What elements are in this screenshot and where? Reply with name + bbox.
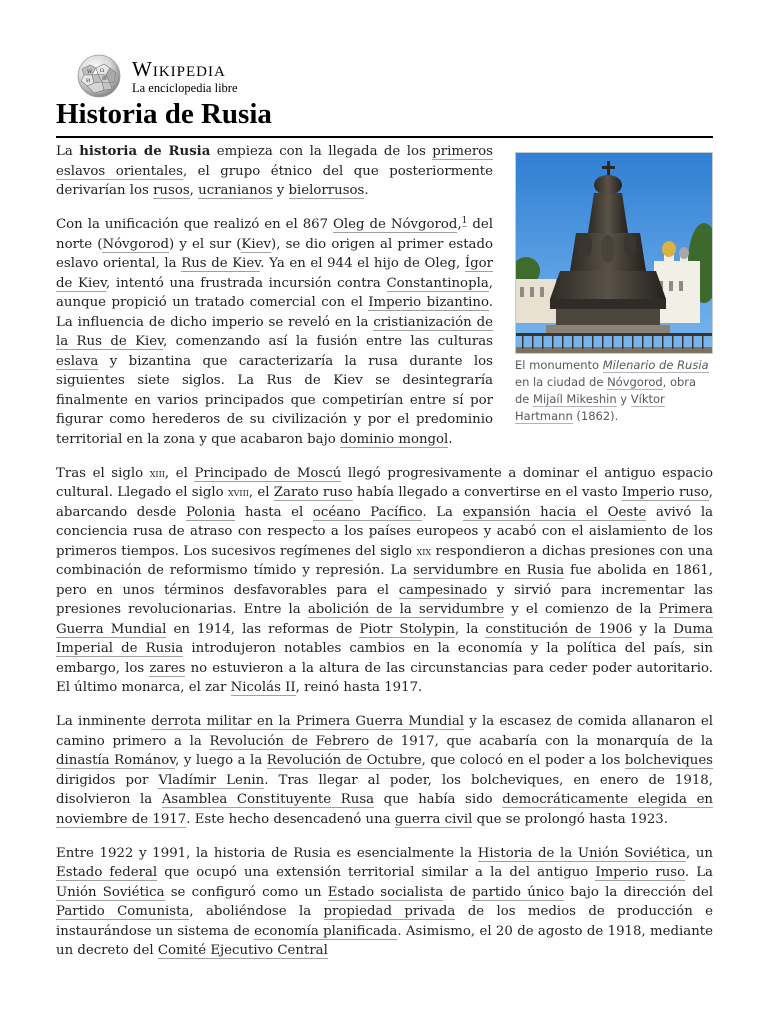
svg-text:И: И [86,78,91,84]
title-divider [56,136,713,138]
text: , intentó una frustrada incursión contra [106,275,387,291]
link-eslava[interactable]: eslava [56,353,99,369]
bold-term: historia de Rusia [79,144,211,159]
paragraph-revolucion [56,712,713,829]
link-expansion-hacia-el-oeste[interactable]: expansión hacia el Oeste [462,504,647,520]
link-asamblea-constituyente-rusa[interactable]: Asamblea Constituyente Rusa [161,792,375,807]
link-oceano-pacifico[interactable]: océano Pacífico [312,504,423,520]
link-revolucion-de-octubre[interactable]: Revolución de Octubre [266,753,422,768]
text: de los medios de producción e instaurándose un sistema de [56,904,713,939]
wikipedia-globe-logo[interactable] [74,53,124,99]
text: , aboliéndose la [189,904,324,919]
paragraph-union-sovietica [56,844,713,961]
text: introdujeron notables cambios en la economía y la política del país, sin embargo, los [56,641,713,676]
link-igor-de-kiev[interactable]: Ígor de Kiev [56,256,493,291]
text: , [189,183,199,198]
text: Tras el siglo [56,465,150,481]
link-estado-socialista[interactable]: Estado socialista [327,884,444,900]
link-constantinopla[interactable]: Constantinopla [386,275,489,291]
link-zares[interactable]: zares [149,660,186,676]
link-imperio-ruso[interactable]: Imperio ruso [621,485,709,500]
link-constitucion-de-1906[interactable]: constitución de 1906 [485,621,633,637]
text: , el [164,465,195,481]
caption-text: (1862). [572,409,619,423]
link-rus-de-kiev[interactable]: Rus de Kiev [181,256,261,271]
link-duma-imperial-de-rusia[interactable]: Duma Imperial de Rusia [56,621,713,656]
text: y el comienzo de la [504,602,659,617]
link-bolcheviques[interactable]: bolcheviques [624,753,714,768]
text: de [443,884,473,900]
link-oleg-de-novgorod[interactable]: Oleg de Nóvgorod [333,217,458,232]
text: y bizantina que caracterizaría la rusa durante los siguientes siete siglos. La Rus de Kiev se desintegraría finalmente en varios principados que competirían entre sí por figurar como herederos de su civilización y por el predominio territorial en la zona y que acabaron bajo [56,353,493,447]
link-partido-comunista[interactable]: Partido Comunista [56,904,190,919]
paragraph-imperio-ruso [56,464,713,698]
article-body [56,142,713,975]
text: y sirvió para incrementar las presiones revolucionarias. Entre la [56,582,714,617]
link-imperio-ruso[interactable]: Imperio ruso [595,865,685,880]
text: que ocupó una extensión territorial similar a la del antiguo [157,865,596,880]
link-principado-de-moscu[interactable]: Principado de Moscú [194,465,342,481]
text: Con la unificación que realizó en el 867 [56,217,334,232]
text: ) y el sur ( [169,236,242,252]
link-zarato-ruso[interactable]: Zarato ruso [273,485,353,500]
reference-link[interactable]: 1 [461,215,468,226]
text: , reinó hasta 1917. [295,680,423,695]
link-estado-federal[interactable]: Estado federal [56,865,158,880]
svg-text:W: W [87,69,93,75]
text: que se prolongó hasta 1923. [472,811,668,827]
figure-caption [515,357,713,425]
link-dominio-mongol[interactable]: dominio mongol [339,431,449,447]
link-cristianizacion-rus-de-kiev[interactable]: cristianización de la Rus de Kiev [56,314,494,349]
text: y la [632,621,674,637]
link-polonia[interactable]: Polonia [185,504,236,520]
link-abolicion-de-la-servidumbre[interactable]: abolición de la servidumbre [307,602,505,617]
text: avivó la conciencia rusa de atraso con respecto a los países europeos y acabó con el aislamiento de los primeros tiempos. Los sucesivos regímenes del siglo [56,504,714,559]
text: respondieron a dichas presiones con una combinación de reformismo tímido y represión. La [56,543,713,578]
text: , la [454,621,486,637]
link-economia-planificada[interactable]: economía planificada [254,923,398,939]
link-ucranianos[interactable]: ucranianos [198,183,273,198]
text: , que colocó en el poder a los [421,753,625,768]
text: , aunque propició un tratado comercial con el [56,275,493,310]
text: . Tras llegar al poder, los bolcheviques, en enero de 1918, disolvieron la [56,772,713,807]
wordmark-tagline: La enciclopedia libre [132,80,238,95]
link-bielorrusos[interactable]: bielorrusos [288,183,365,198]
link-vladimir-lenin[interactable]: Vladímir Lenin [158,772,265,788]
text: . [448,431,453,447]
page-title: Historia de Rusia [56,98,272,130]
link-comite-ejecutivo-central[interactable]: Comité Ejecutivo Central [157,943,328,958]
monument-image[interactable] [515,152,713,354]
text: y [272,183,289,198]
text: y la escasez de comida allanaron el camino primero a la [56,714,713,749]
text: del norte ( [56,217,493,252]
caption-text: y [616,392,631,406]
link-elecciones-1917[interactable]: democráticamente elegida en noviembre de 1917 [56,792,713,827]
text: . [364,183,369,198]
text: había llegado a convertirse en el vasto [352,485,622,500]
caption-text: en la ciudad de [515,375,608,389]
text: Entre 1922 y 1991, la historia de Rusia es esencialmente la [56,845,478,861]
text: que había sido [374,792,503,807]
svg-text:Ω: Ω [100,68,105,74]
infobox-figure [515,152,713,425]
text: hasta el [235,504,313,520]
text: se configuró como un [164,884,328,900]
caption-text: El monumento [515,358,603,372]
link-dinastia-romanov[interactable]: dinastía Románov [56,753,176,768]
text: , el grupo étnico del que posteriormente derivarían los [56,163,493,198]
link-union-sovietica[interactable]: Unión Soviética [56,884,165,900]
svg-text:維: 維 [102,76,108,82]
link-novgorod[interactable]: Nóvgorod [607,375,663,389]
link-nicolas-ii[interactable]: Nicolás II [230,680,296,695]
wikipedia-wordmark[interactable] [132,58,238,95]
link-derrota-militar[interactable]: derrota militar en la Primera Guerra Mundial [151,714,465,729]
link-propiedad-privada[interactable]: propiedad privada [323,904,456,919]
link-milenario-de-rusia[interactable]: Milenario de Rusia [602,358,709,372]
text: dirigidos por [56,772,159,788]
text: . La influencia de dicho imperio se reveló en la [56,295,494,330]
link-piotr-stolypin[interactable]: Piotr Stolypin [359,621,455,637]
link-imperio-bizantino[interactable]: Imperio bizantino [368,295,489,310]
link-primera-guerra-mundial[interactable]: Primera Guerra Mundial [56,602,713,637]
text: , el [248,485,274,500]
link-historia-union-sovietica[interactable]: Historia de la Unión Soviética [477,845,686,861]
text: , comenzando así la fusión entre las culturas [163,334,493,349]
century-numeral: xiii [149,466,165,480]
link-mijail-mikeshin[interactable]: Mijaíl Mikeshin [533,392,617,406]
link-servidumbre-en-rusia[interactable]: servidumbre en Rusia [413,563,565,578]
text: . Asimismo, el 20 de agosto de 1918, mediante un decreto del [56,923,713,958]
wordmark-name: Wikipedia [132,56,226,81]
link-rusos[interactable]: rusos [153,183,190,198]
text: La inminente [56,714,152,729]
text: fue abolida en 1861, pero en unos términos desfavorables para el [56,563,713,598]
link-kiev[interactable]: Kiev [241,236,271,252]
text: , y luego a la [175,753,267,768]
link-campesinado[interactable]: campesinado [398,582,488,598]
text: , abarcando desde [56,485,713,520]
text: ), se dio origen al primer estado eslavo oriental, la [56,236,493,271]
century-numeral: xix [416,544,432,558]
link-guerra-civil[interactable]: guerra civil [394,811,473,827]
text: . Este hecho desencadenó una [186,811,395,827]
text: empieza con la llegada de los [210,144,433,159]
text: La [56,144,80,159]
link-primeros-eslavos-orientales[interactable]: primeros eslavos orientales [56,144,494,179]
wikipedia-header [74,52,238,100]
text: . Ya en el 944 el hijo de Oleg, [260,256,465,271]
text: , un [685,845,713,861]
text: llegó progresivamente a dominar el antiguo espacio cultural. Llegado el siglo [56,465,713,500]
text: . La [422,504,463,520]
link-novgorod[interactable]: Nóvgorod [102,236,170,252]
link-viktor-hartmann[interactable]: Víktor Hartmann [515,392,665,423]
text: . La [684,865,713,880]
text: bajo la dirección del [564,884,713,900]
caption-text: , obra de [515,375,697,406]
link-partido-unico[interactable]: partido único [472,884,565,900]
link-revolucion-de-febrero[interactable]: Revolución de Febrero [209,733,370,749]
text: de 1917, que acabaría con la monarquía de la [369,733,714,749]
text: , [457,217,462,232]
text: en 1914, las reformas de [166,621,360,637]
text: no estuvieron a la altura de las circunstancias para ceder poder autoritario. El último monarca, el zar [56,660,713,695]
century-numeral: xviii [227,486,249,499]
